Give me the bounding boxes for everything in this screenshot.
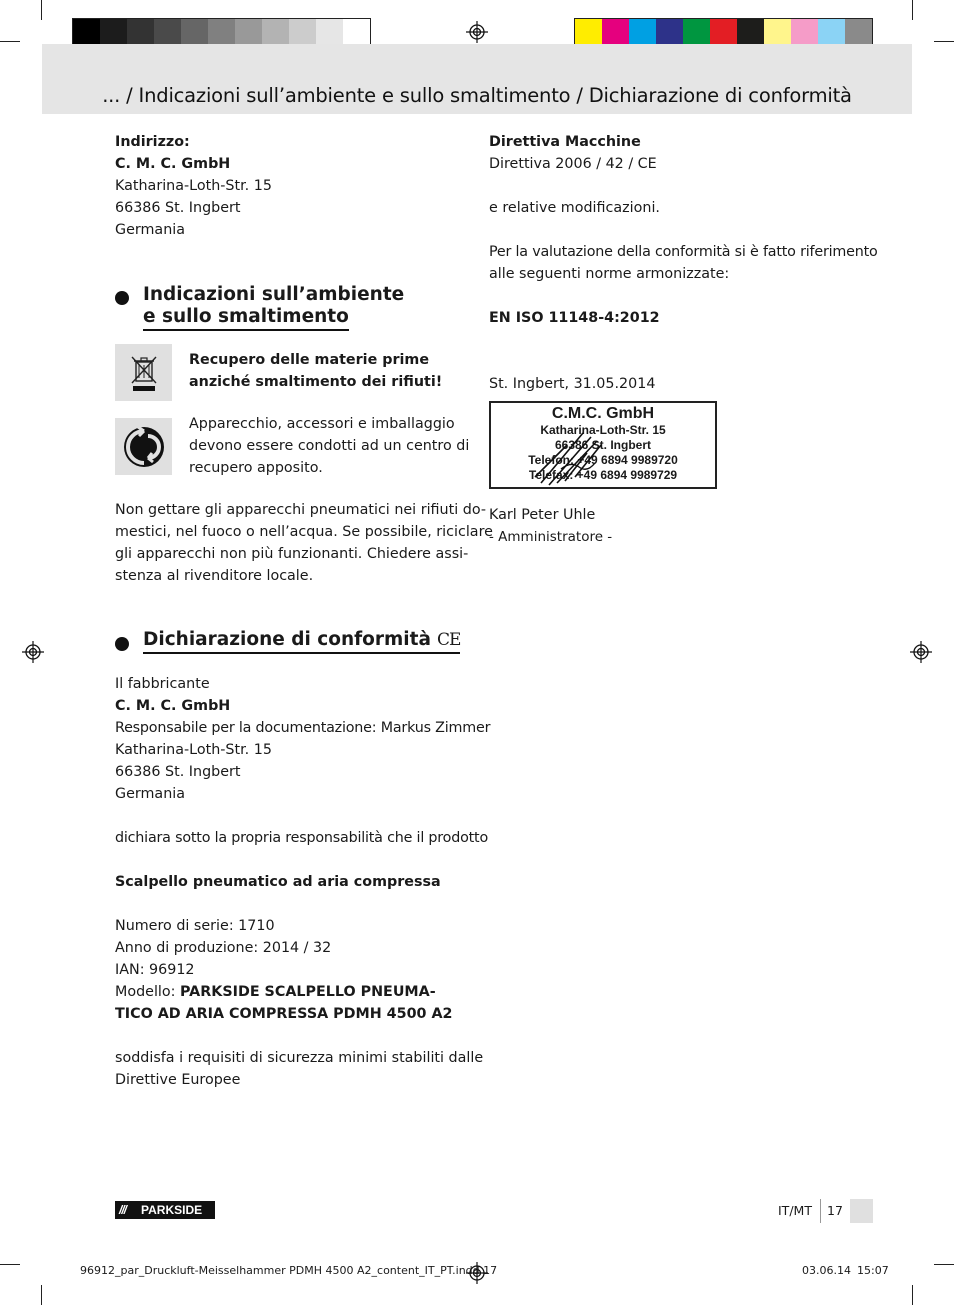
company-stamp [489, 401, 717, 489]
ce-mark-icon: CE [436, 630, 461, 650]
satisfies-line-1: soddisfa i requisiti di sicurezza minimi stabiliti dalle [115, 1050, 484, 1066]
env-heading-line-2: e sullo smaltimento [143, 306, 349, 331]
disposal-row-weee [115, 344, 467, 401]
harmonized-norm: EN ISO 11148-4:2012 [489, 310, 660, 326]
production-year: Anno di produzione: 2014 / 32 [115, 940, 332, 956]
language-code: IT/MT [778, 1203, 812, 1218]
conformity-heading-text: Dichiarazione di conformità [143, 629, 431, 650]
recycle-text-line-1: Apparecchio, accessori e imballaggio [189, 416, 455, 432]
color-swatch [629, 19, 656, 47]
color-swatch [791, 19, 818, 47]
satisfies-line-2: Direttive Europee [115, 1072, 241, 1088]
color-swatch [683, 19, 710, 47]
pneumatic-text-line-2: mestici, nel fuoco o nell’acqua. Se possibile, riciclare [115, 524, 493, 540]
pneumatic-text-line-1: Non gettare gli apparecchi pneumatici nei rifiuti do- [115, 502, 486, 518]
manufacturer-street: Katharina-Loth-Str. 15 [115, 742, 272, 758]
crop-mark [912, 1285, 913, 1305]
declaration-text: dichiara sotto la propria responsabilità che il prodotto [115, 830, 489, 846]
stamp-city: 66386 St. Ingbert [554, 438, 652, 452]
stamp-fax: Telefax: +49 6894 9989729 [528, 468, 678, 482]
registration-mark-icon [466, 21, 488, 43]
model-line-1 [115, 981, 467, 1003]
parkside-logo [115, 1201, 215, 1219]
crop-mark [0, 1264, 20, 1265]
color-swatch [656, 19, 683, 47]
manufacturer-label: Il fabbricante [115, 676, 210, 692]
model-value-2: TICO AD ARIA COMPRESSA PDMH 4500 A2 [115, 1006, 453, 1022]
gray-swatch [343, 19, 370, 47]
manufacturer-city: 66386 St. Ingbert [115, 764, 241, 780]
slug-time: 15:07 [857, 1264, 889, 1277]
manufacturer-company: C. M. C. GmbH [115, 698, 231, 714]
recycle-text-line-2: devono essere condotti ad un centro di [189, 438, 470, 454]
recycle-bold-line-1: Recupero delle materie prime [189, 352, 430, 368]
weee-bin-icon [115, 344, 172, 401]
crop-mark [41, 1285, 42, 1305]
place-date: St. Ingbert, 31.05.2014 [489, 376, 656, 392]
color-swatch [710, 19, 737, 47]
stamp-street: Katharina-Loth-Str. 15 [540, 423, 666, 437]
page-tab-box [850, 1199, 873, 1223]
norms-line-1: Per la valutazione della conformità si è fatto riferimento [489, 244, 878, 260]
registration-mark-icon [22, 641, 44, 663]
gray-swatch [100, 19, 127, 47]
crop-mark [934, 1264, 954, 1265]
page-number: 17 [827, 1203, 843, 1218]
slug-date: 03.06.14 [802, 1264, 851, 1277]
gray-swatch [181, 19, 208, 47]
signer-name: Karl Peter Uhle [489, 507, 596, 523]
address-country: Germania [115, 222, 185, 238]
directive-heading: Direttiva Macchine [489, 134, 641, 150]
ian-number: IAN: 96912 [115, 962, 195, 978]
model-label: Modello: [115, 984, 181, 1000]
amendments-text: e relative modificazioni. [489, 200, 660, 216]
page-title: ... / Indicazioni sull’ambiente e sullo smaltimento / Dichiarazione di conformità [102, 84, 852, 107]
pneumatic-text-line-4: stenza al rivenditore locale. [115, 568, 314, 584]
gray-swatch [208, 19, 235, 47]
conformity-heading [143, 629, 460, 654]
gray-swatch [316, 19, 343, 47]
pneumatic-text-line-3: gli apparecchi non più funzionanti. Chiedere assi- [115, 546, 469, 562]
product-name: Scalpello pneumatico ad aria compressa [115, 874, 441, 890]
slug-filename: 96912_par_Druckluft-Meisselhammer PDMH 4500 A2_content_IT_PT.indd 17 [80, 1264, 498, 1277]
gray-swatch [154, 19, 181, 47]
address-label: Indirizzo: [115, 134, 190, 150]
directive-value: Direttiva 2006 / 42 / CE [489, 156, 657, 172]
color-swatch [602, 19, 629, 47]
right-column [489, 131, 878, 548]
model-value-1: PARKSIDE SCALPELLO PNEUMA- [180, 984, 436, 1000]
conformity-section-heading [115, 629, 467, 654]
color-swatch [764, 19, 791, 47]
signer-role: - Amministratore - [489, 529, 613, 545]
crop-mark [912, 0, 913, 20]
color-swatch [575, 19, 602, 47]
disposal-row-green-dot [115, 416, 470, 479]
address-city: 66386 St. Ingbert [115, 200, 241, 216]
green-dot-recycling-icon [115, 418, 172, 475]
gray-swatch [289, 19, 316, 47]
color-swatch [737, 19, 764, 47]
left-column [115, 131, 493, 1091]
color-swatch [845, 19, 872, 47]
gray-swatch [235, 19, 262, 47]
stamp-phone: Telefon: +49 6894 9989720 [528, 453, 678, 467]
doc-responsible: Responsabile per la documentazione: Markus Zimmer [115, 720, 491, 736]
recycle-bold-line-2: anziché smaltimento dei rifiuti! [189, 374, 443, 390]
stamp-company: C.M.C. GmbH [551, 405, 655, 422]
crop-mark [934, 41, 954, 42]
gray-swatch [127, 19, 154, 47]
footer-divider [820, 1199, 821, 1223]
gray-swatch [73, 19, 100, 47]
recycle-text-line-3: recupero apposito. [189, 460, 323, 476]
crop-mark [0, 41, 20, 42]
env-heading-line-1: Indicazioni sull’ambiente [143, 284, 405, 305]
bullet-icon [115, 637, 129, 651]
manufacturer-country: Germania [115, 786, 185, 802]
serial-number: Numero di serie: 1710 [115, 918, 275, 934]
gray-swatch [262, 19, 289, 47]
bullet-icon [115, 291, 129, 305]
norms-line-2: alle seguenti norme armonizzate: [489, 266, 730, 282]
crop-mark [41, 0, 42, 20]
env-section-heading [115, 283, 467, 331]
address-company: C. M. C. GmbH [115, 156, 231, 172]
color-swatch [818, 19, 845, 47]
logo-stripes-icon: /// [119, 1203, 127, 1217]
handwritten-signature [521, 411, 631, 487]
brand-name: PARKSIDE [141, 1203, 203, 1217]
address-street: Katharina-Loth-Str. 15 [115, 178, 272, 194]
registration-mark-icon [910, 641, 932, 663]
